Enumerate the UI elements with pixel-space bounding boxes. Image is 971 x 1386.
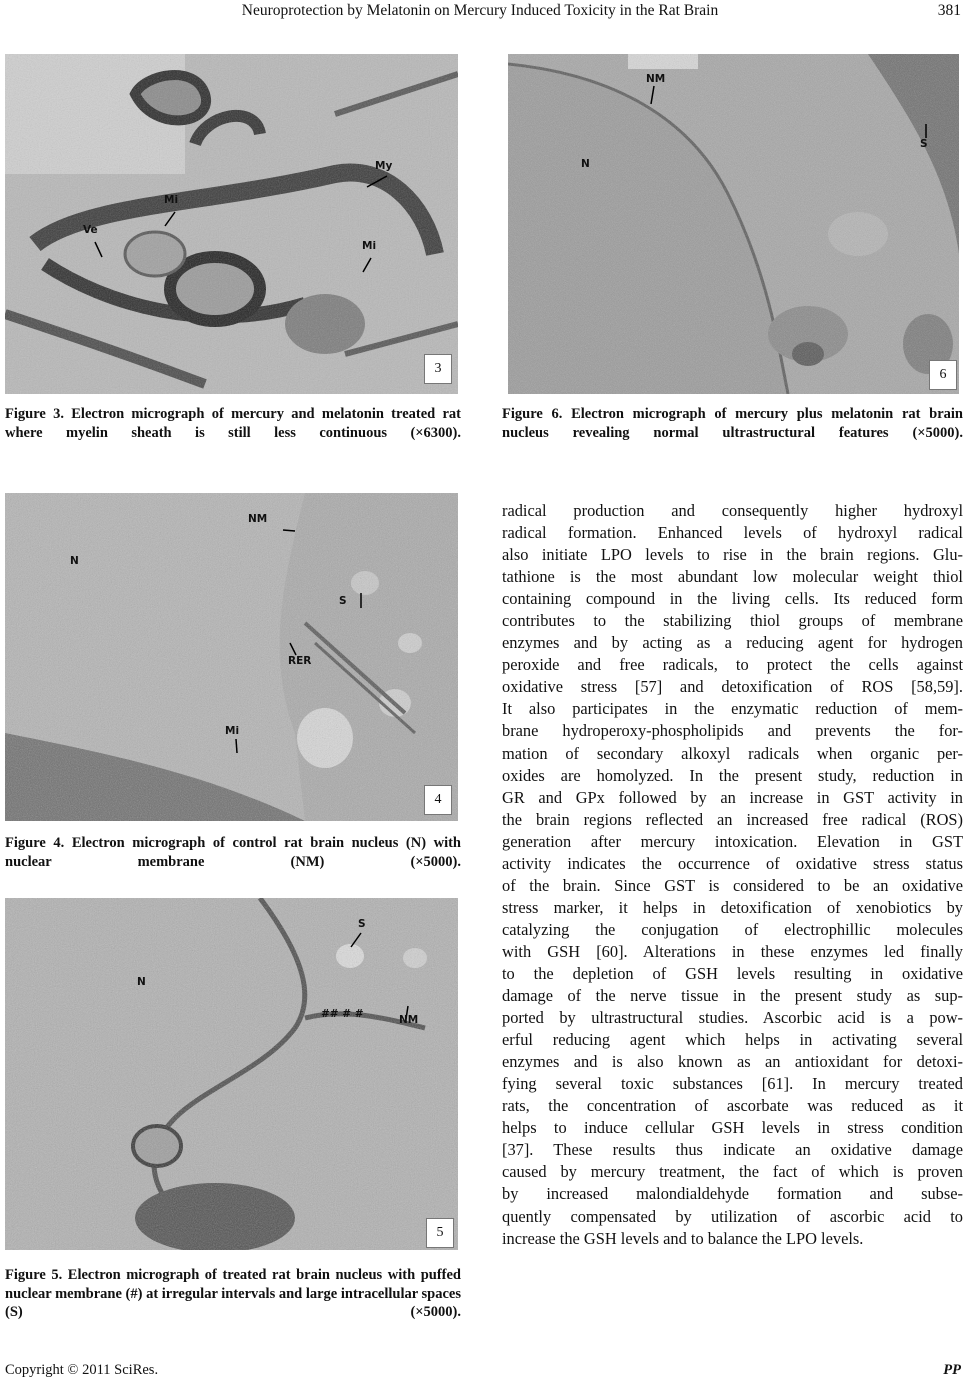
figure-number-badge: 4 <box>424 785 452 815</box>
figure-number-badge: 3 <box>424 354 452 384</box>
label-n: N <box>70 555 79 567</box>
text-line: ported by ultrastructural studies. Ascorbic acid is a pow- <box>502 1008 963 1028</box>
page-number: 381 <box>937 2 961 19</box>
text-line: contributes to the stabilizing thiol groups of membrane <box>502 611 963 631</box>
text-line: stress marker, it helps in detoxification of xenobiotics by <box>502 897 963 917</box>
text-line: catalyzing the conjugation of electrophillic molecules <box>502 919 963 939</box>
text-line: with GSH [60]. Alterations in these enzymes led finally <box>502 941 963 961</box>
body-paragraph <box>502 500 963 1250</box>
figure-5-caption: Figure 5. Electron micrograph of treated rat brain nucleus with puffed nuclear membrane (#) at irregular intervals and large intracellular spaces (S) (×5000). <box>5 1267 462 1320</box>
text-line: radical formation. Enhanced levels of hydroxyl radical <box>502 523 963 543</box>
label-s: S <box>358 918 366 930</box>
text-line: increase the GSH levels and to balance the LPO levels. <box>502 1228 864 1248</box>
label-ve: Ve <box>83 224 98 236</box>
figure-number-badge: 5 <box>426 1218 454 1248</box>
text-line: of the brain. Since GST is considered to be an oxidative <box>502 875 963 895</box>
text-line: enzymes and by acting as a reducing agent for hydrogen <box>502 633 963 653</box>
micrograph-image <box>5 54 458 394</box>
text-line: containing compound in the living cells. Its reduced form <box>502 589 963 609</box>
page-footer <box>0 1362 971 1384</box>
running-header <box>0 0 971 24</box>
text-line: tathione is the most abundant low molecular weight thiol <box>502 567 963 587</box>
text-line: brane hydroperoxy-phospholipids and prevents the for- <box>502 721 963 741</box>
figure-3-caption: Figure 3. Electron micrograph of mercury and melatonin treated rat where myelin sheath is still less continuous (×6300). <box>5 406 461 441</box>
label-nm: NM <box>399 1014 419 1026</box>
text-line: fying several toxic substances [61]. In mercury treated <box>502 1074 963 1094</box>
running-title: Neuroprotection by Melatonin on Mercury Induced Toxicity in the Rat Brain <box>241 2 719 19</box>
text-line: erful reducing agent which helps in activating several <box>502 1030 963 1050</box>
text-line: also initiate LPO levels to rise in the brain regions. Glu- <box>502 545 963 565</box>
label-s: S <box>339 595 347 607</box>
micrograph-image <box>5 493 458 821</box>
label-n: N <box>581 158 590 170</box>
text-line: by increased malondialdehyde formation and subse- <box>502 1184 963 1204</box>
text-line: generation after mercury intoxication. Elevation in GST <box>502 831 963 851</box>
label-nm: NM <box>646 73 666 85</box>
text-line: rats, the concentration of ascorbate was reduced as it <box>502 1096 963 1116</box>
figure-3-micrograph <box>5 54 458 394</box>
label-mi: Mi <box>362 240 377 252</box>
label-my: My <box>375 160 393 172</box>
figure-6-micrograph <box>508 54 959 394</box>
text-line: the brain regions reflected an increased free radical (ROS) <box>502 809 963 829</box>
label-s: S <box>920 138 928 150</box>
micrograph-image <box>5 898 458 1250</box>
label-nm: NM <box>248 513 268 525</box>
text-line: peroxide and free radicals, to protect the cells against <box>502 655 963 675</box>
figure-5-micrograph <box>5 898 458 1250</box>
text-line: radical production and consequently higher hydroxyl <box>502 501 963 520</box>
label-puffed-membrane: ## # # <box>321 1008 364 1020</box>
text-line: [37]. These results thus indicate an oxidative damage <box>502 1140 963 1160</box>
text-line: to the depletion of GSH levels resulting in oxidative <box>502 963 963 983</box>
micrograph-image <box>508 54 959 394</box>
label-mi: Mi <box>225 725 240 737</box>
text-line: enzymes and is also known as an antioxidant for detoxi- <box>502 1052 963 1072</box>
text-line: helps to induce cellular GSH levels in stress condition <box>502 1118 963 1138</box>
text-line: oxides are homolyzed. In the present study, reduction in <box>502 765 963 785</box>
figure-4-micrograph <box>5 493 458 821</box>
text-line: mation of secondary alkoxyl radicals when organic per- <box>502 743 963 763</box>
figure-number-badge: 6 <box>929 360 957 390</box>
label-rer: RER <box>288 655 312 667</box>
label-mi: Mi <box>164 194 179 206</box>
journal-abbreviation: PP <box>943 1362 961 1378</box>
text-line: damage of the nerve tissue in the present study as sup- <box>502 986 963 1006</box>
text-line: quently compensated by utilization of ascorbic acid to <box>502 1206 963 1226</box>
text-line: oxidative stress [57] and detoxification of ROS [58,59]. <box>502 677 963 697</box>
text-line: activity indicates the occurrence of oxidative stress status <box>502 853 963 873</box>
label-n: N <box>137 976 146 988</box>
figure-6-caption: Figure 6. Electron micrograph of mercury plus melatonin rat brain nucleus revealing normal ultrastructural features (×5000). <box>502 406 963 441</box>
figure-4-caption: Figure 4. Electron micrograph of control rat brain nucleus (N) with nuclear membrane (NM) (×5000). <box>5 835 461 870</box>
text-line: GR and GPx followed by an increase in GST activity in <box>502 787 963 807</box>
copyright: Copyright © 2011 SciRes. <box>5 1362 159 1378</box>
text-line: caused by mercury treatment, the fact of which is proven <box>502 1162 963 1182</box>
text-line: It also participates in the enzymatic reduction of mem- <box>502 699 963 719</box>
